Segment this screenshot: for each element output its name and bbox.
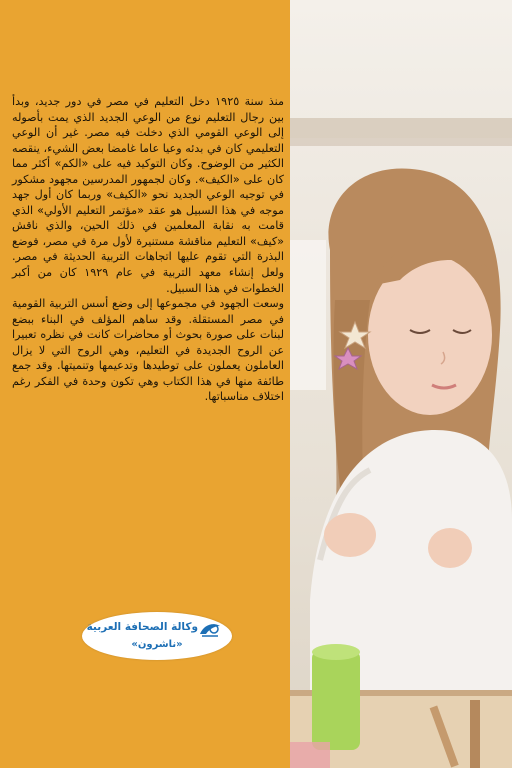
publisher-subtitle: «ناشرون» bbox=[131, 639, 183, 650]
publisher-logo bbox=[82, 612, 232, 660]
blurb-text bbox=[12, 94, 284, 405]
blurb-paragraph-1: منذ سنة ١٩٢٥ دخل التعليم في مصر في دور جديد، وبدأ بين رجال التعليم نوع من الوعي الجديد الذي يمت بأصوله إلى الوعي القومي الذي دخلت فيه مصر. غير أن الوعي التعليمي كان في بدئه وعيا عاما غامضا بعض الشيء، ينقصه الكثير من الوضوح. وكان التوكيد فيه على «الكم» أكثر مما كان على «الكيف». وكان لجمهور المدرسين مجهود مشكور في توجيه الوعي الجديد نحو «الكيف» وربما كان أول جهد موجه في هذا السبيل هو عقد «مؤتمر التعليم الأولي» الذي قامت به نقابة المعلمين في ذلك الحين، والذي ناقش «كيف» التعليم مناقشة مستنيرة لأول مرة في مصر، فوضع البذرة التي تقوم عليها اتجاهات التربية الحديثة في مصر. ولعل إنشاء معهد التربية في عام ١٩٢٩ كان من أكبر الخطوات في هذا السبيل. bbox=[12, 95, 284, 295]
blurb-paragraph-2: وسعت الجهود في مجموعها إلى وضع أسس التربية القومية في مصر المستقلة. وقد ساهم المؤلف في البناء ببضع لبنات على صورة بحوث أو محاضرات كانت في نظره تعبيرا عن الروح الجديدة في التعليم، وهي الروح التي لا يزال العاملون يعملون على توطيدها وتدعيمها وتنميتها. وقد جمع طائفة منها في هذا الكتاب وهي تكون وحدة في الفكر رغم اختلاف مناسباتها. bbox=[12, 297, 284, 404]
publisher-emblem-icon bbox=[198, 620, 222, 638]
cover-photo-child bbox=[290, 0, 512, 768]
child-photo-illustration bbox=[290, 0, 512, 768]
publisher-name: وكالة الصحافة العربية bbox=[86, 621, 198, 633]
